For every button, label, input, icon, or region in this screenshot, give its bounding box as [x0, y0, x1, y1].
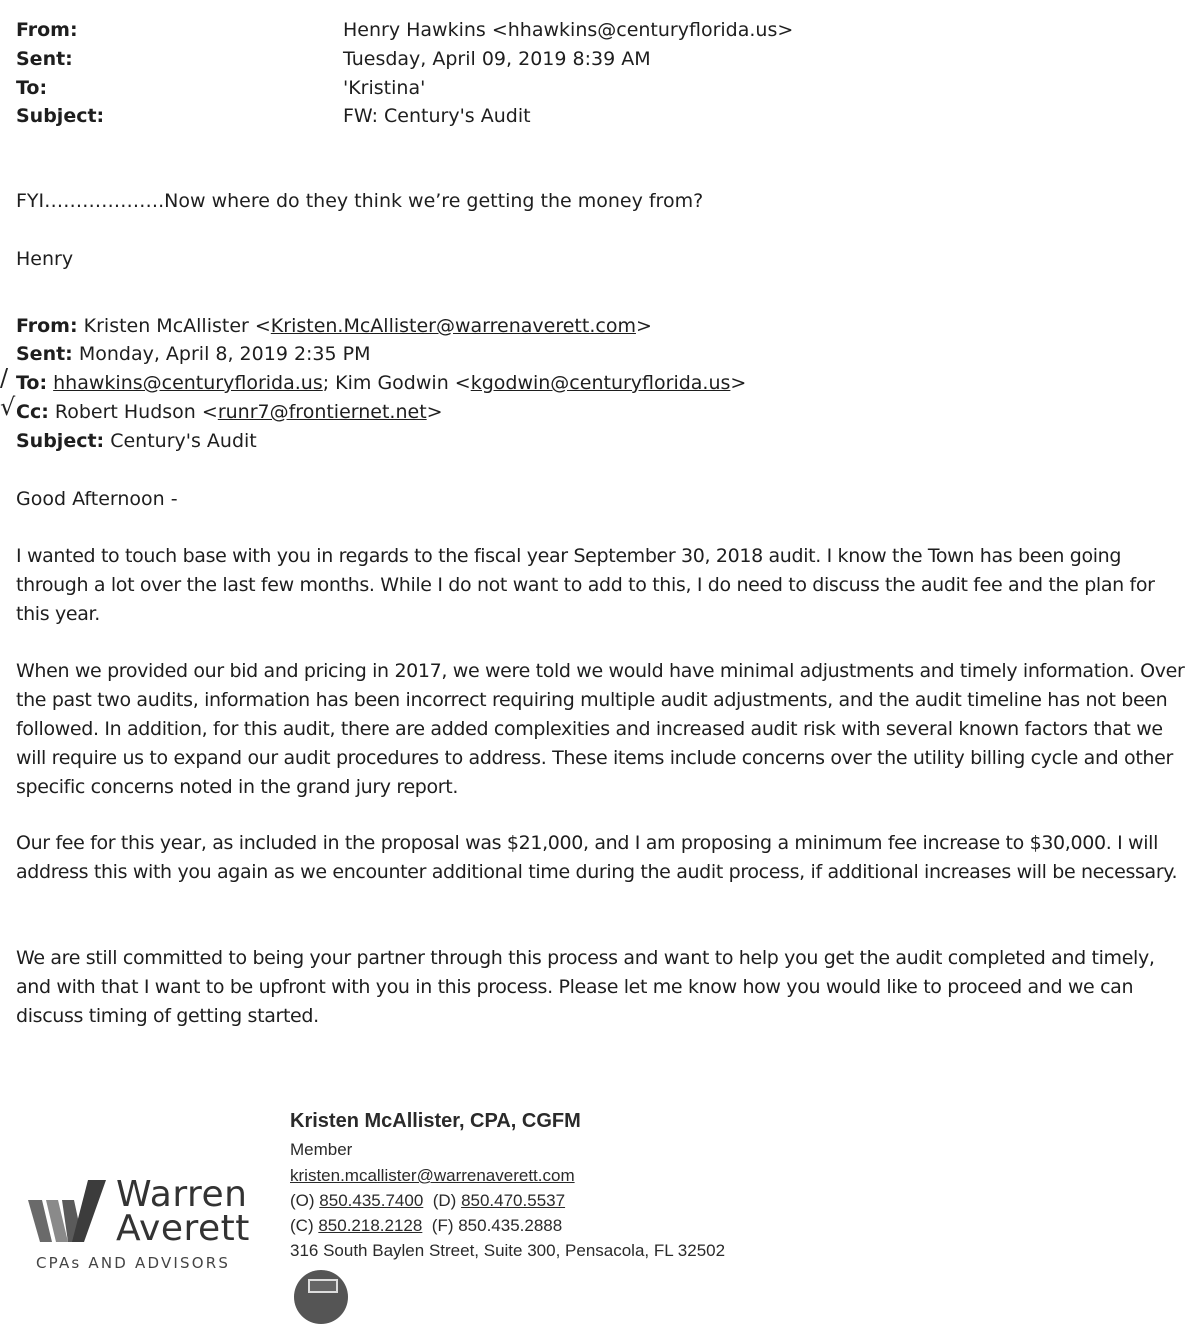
office-label: (O)	[290, 1191, 320, 1210]
sent-value: Tuesday, April 09, 2019 8:39 AM	[343, 48, 651, 70]
logo-tagline: CPAs AND ADVISORS	[36, 1254, 231, 1272]
original-subject-label: Subject:	[16, 430, 105, 452]
seal-emblem-icon	[308, 1279, 338, 1293]
original-cc-row	[16, 400, 443, 424]
to-separator: ; Kim Godwin <	[322, 372, 471, 394]
original-cc-label: Cc:	[16, 401, 49, 423]
original-sent-row	[16, 342, 371, 366]
direct-phone-link[interactable]: 850.470.5537	[461, 1191, 566, 1210]
direct-label: (D)	[432, 1191, 462, 1210]
original-from-row	[16, 314, 652, 338]
from-value: Henry Hawkins <hhawkins@centuryflorida.us>	[343, 19, 794, 41]
certification-seal-icon	[294, 1270, 348, 1324]
original-subject-value: Century's Audit	[110, 430, 257, 452]
subject-label: Subject:	[16, 105, 105, 127]
original-from-email-link[interactable]: Kristen.McAllister@warrenaverett.com	[270, 315, 636, 337]
original-from-label: From:	[16, 315, 78, 337]
signature-email-link[interactable]: kristen.mcallister@warrenaverett.com	[290, 1166, 575, 1185]
original-to-label: To:	[16, 372, 48, 394]
original-sent-value: Monday, April 8, 2019 2:35 PM	[78, 343, 371, 365]
greeting: Good Afternoon -	[16, 488, 178, 510]
warren-averett-logo	[28, 1174, 268, 1278]
cell-phone-link[interactable]: 850.218.2128	[318, 1216, 423, 1235]
body-paragraph-3: Our fee for this year, as included in the proposal was $21,000, and I am proposing a minimum fee increase to $30,000. I will address this with you again as we encounter additional time during the audit process, if additional increases will be necessary.	[16, 832, 1178, 883]
original-to-row	[16, 371, 746, 395]
handwritten-checkmark-icon: √	[0, 393, 16, 421]
original-from-close: >	[635, 315, 652, 337]
signature-title: Member	[290, 1140, 353, 1159]
from-label: From:	[16, 19, 78, 41]
cc-close: >	[426, 401, 443, 423]
signature-phone-row-2	[290, 1216, 562, 1236]
cc-name: Robert Hudson <	[54, 401, 218, 423]
cc-email-link[interactable]: runr7@frontiernet.net	[217, 401, 427, 423]
to-email-link-2[interactable]: kgodwin@centuryflorida.us	[470, 372, 731, 394]
to-email-link-1[interactable]: hhawkins@centuryflorida.us	[53, 372, 323, 394]
logo-word-averett: Averett	[116, 1208, 250, 1249]
to-value: 'Kristina'	[343, 77, 426, 99]
office-phone-link[interactable]: 850.435.7400	[319, 1191, 424, 1210]
forward-signoff: Henry	[16, 248, 74, 270]
signature-name: Kristen McAllister, CPA, CGFM	[290, 1110, 581, 1132]
signature-address: 316 South Baylen Street, Suite 300, Pensacola, FL 32502	[290, 1241, 726, 1260]
body-paragraph-4: We are still committed to being your partner through this process and want to help you get the audit completed and timely, and with that I want to be upfront with you in this process. Please let me know how you would like to proceed and we can discuss timing of getting started.	[16, 947, 1155, 1027]
signature-phone-row-1	[290, 1191, 565, 1211]
body-paragraph-1: I wanted to touch base with you in regards to the fiscal year September 30, 2018 audit. I know the Town has been going through a lot over the last few months. While I do not want to add to this, I do need to discuss the audit fee and the plan for this year.	[16, 545, 1155, 625]
original-subject-row	[16, 429, 257, 453]
w-logo-mark-icon	[28, 1180, 110, 1246]
cell-label: (C)	[290, 1216, 319, 1235]
to-label: To:	[16, 77, 48, 99]
logo-word-warren: Warren	[116, 1174, 248, 1215]
fax-label: (F)	[431, 1216, 459, 1235]
handwritten-check-icon: /	[0, 364, 9, 392]
forward-note: FYI……………….Now where do they think we’re getting the money from?	[16, 190, 704, 212]
sent-label: Sent:	[16, 48, 73, 70]
original-sent-label: Sent:	[16, 343, 73, 365]
fax-phone: 850.435.2888	[458, 1216, 563, 1235]
body-paragraph-2: When we provided our bid and pricing in 2017, we were told we would have minimal adjustments and timely information. Over the past two audits, information has been incorrect requiring multiple audit adjustments, and the audit timeline has not been followed. In addition, for this audit, there are added complexities and increased audit risk with several known factors that we will require us to expand our audit procedures to address. These items include concerns over the utility billing cycle and other specific concerns noted in the grand jury report.	[16, 660, 1185, 798]
subject-value: FW: Century's Audit	[343, 105, 531, 127]
original-from-name: Kristen McAllister <	[83, 315, 271, 337]
to-close: >	[730, 372, 747, 394]
